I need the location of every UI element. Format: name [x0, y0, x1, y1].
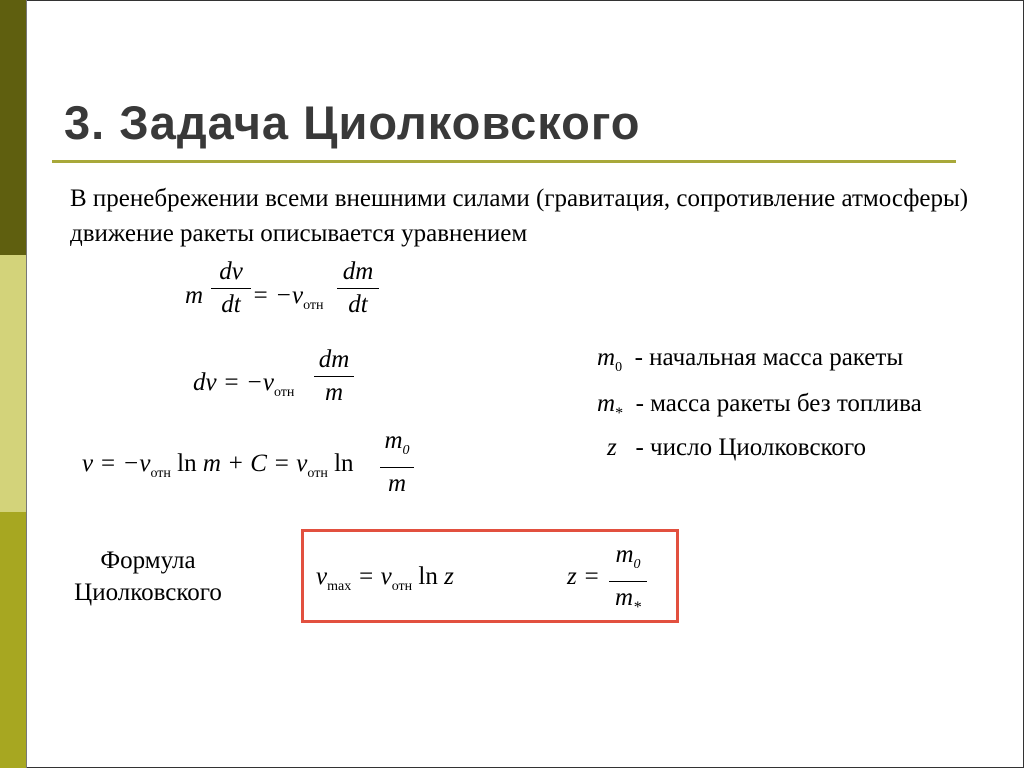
- def-m0-symbol: m: [597, 344, 616, 371]
- def-mstar-sub: *: [615, 405, 624, 422]
- box-z-num-sub: 0: [633, 557, 641, 572]
- sidebar-segment-bottom: [0, 512, 26, 768]
- eq1-num: dv: [219, 258, 243, 285]
- eq1-fraction-dm-dt: [337, 258, 379, 319]
- eq1-fraction-dv-dt: [211, 258, 251, 319]
- eq2-den: m: [324, 379, 344, 407]
- def-z-text: - число Циолковского: [635, 434, 867, 461]
- def-m0-sub: 0: [615, 360, 623, 375]
- sidebar-segment-top: [0, 0, 26, 255]
- box-z-fraction: [609, 541, 647, 622]
- title-underline: [52, 160, 956, 163]
- eq2-lhs: [193, 369, 294, 401]
- def-mstar-symbol: m: [597, 390, 616, 417]
- sidebar-segment-middle: [0, 255, 26, 512]
- eq3-num-sub: 0: [402, 443, 410, 458]
- box-ln: ln: [418, 563, 438, 590]
- eq1-den2: dt: [348, 291, 368, 319]
- formula-label: Формула Циолковского: [74, 547, 222, 606]
- eq3-num: [380, 427, 414, 465]
- eq1-bar2: [337, 288, 379, 289]
- box-z-num-m: m: [615, 541, 634, 568]
- eq3-ln2: ln: [334, 450, 354, 477]
- eq1-m: m: [185, 282, 204, 309]
- slide-title: 3. Задача Циолковского: [64, 96, 641, 149]
- eq1-bar: [211, 288, 251, 289]
- box-z: z: [444, 563, 454, 590]
- eq1-num2: dm: [342, 258, 374, 285]
- definition-m0: [597, 344, 903, 376]
- box-z-lhs: z =: [567, 563, 600, 590]
- eq3-main: [82, 450, 354, 482]
- eq2-sub-otn: отн: [273, 385, 295, 400]
- box-eq-v: = v: [351, 563, 392, 590]
- box-z-num: [609, 541, 647, 579]
- eq2-bar: [314, 376, 354, 377]
- eq3-ln1: ln: [177, 450, 197, 477]
- eq2-fraction: [314, 346, 354, 407]
- eq1-minus-v: = −v: [252, 282, 304, 309]
- eq2-num: dm: [318, 346, 350, 373]
- eq3-m: m: [202, 450, 221, 477]
- box-z-den: [609, 584, 647, 622]
- eq3-sub-otn: отн: [150, 466, 171, 481]
- box-z-den-sub: *: [633, 599, 642, 617]
- definition-mstar: [597, 390, 922, 423]
- eq3-lhs: v = −v: [82, 450, 151, 477]
- box-z-den-m: m: [614, 584, 634, 612]
- eq3-plus: + C = v: [220, 450, 308, 477]
- def-m0-text: - начальная масса ракеты: [634, 344, 904, 371]
- box-sub-otn: отн: [391, 579, 413, 594]
- box-z-bar: [609, 581, 647, 582]
- eq2-lhs-text: dv = −v: [193, 369, 274, 396]
- eq3-sub-otn2: отн: [307, 466, 328, 481]
- eq3-fraction: [380, 427, 414, 498]
- eq1-den: dt: [221, 291, 241, 319]
- sidebar-decoration: [0, 0, 26, 768]
- eq3-den: m: [387, 470, 407, 498]
- intro-paragraph: В пренебрежении всеми внешними силами (гравитация, сопротивление атмосферы) движение ракеты описывается уравнением: [70, 185, 969, 247]
- box-v: v: [316, 563, 328, 590]
- eq3-bar: [380, 467, 414, 468]
- eq1-rhs: [252, 282, 324, 314]
- box-vmax-equation: [316, 563, 454, 595]
- eq1-sub-otn: отн: [303, 298, 324, 313]
- sidebar-edge: [26, 0, 27, 768]
- def-z-symbol: z: [607, 434, 617, 461]
- definition-z: [607, 434, 866, 462]
- def-mstar-text: - масса ракеты без топлива: [635, 390, 922, 417]
- box-max-sub: max: [327, 579, 352, 594]
- eq3-num-m: m: [384, 427, 403, 454]
